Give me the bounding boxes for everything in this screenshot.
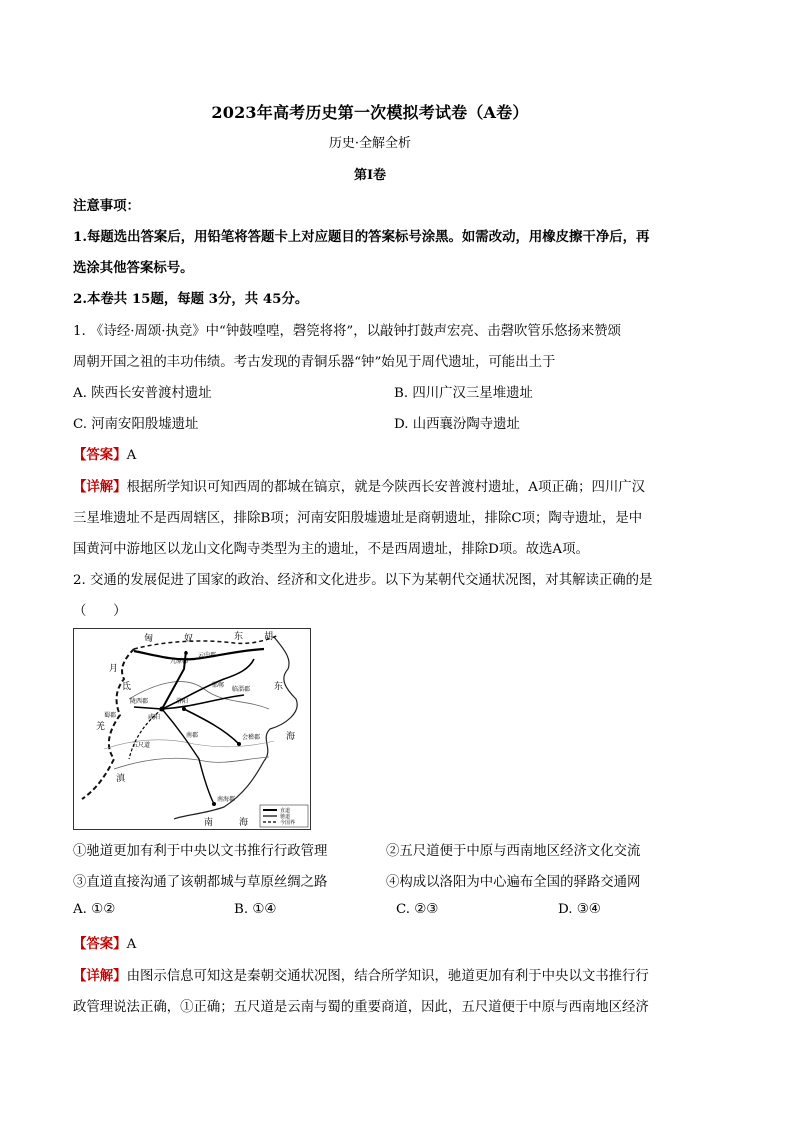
map-label-qiang: 羌 xyxy=(96,722,106,732)
q1-answer xyxy=(73,444,136,463)
map-graphic xyxy=(74,629,310,829)
q1-detail-line1 xyxy=(73,476,645,495)
q2-answer-label: 【答案】 xyxy=(73,936,127,952)
q2-detail-label: 【详解】 xyxy=(73,968,127,984)
map-label-xiongnu1: 匈 xyxy=(144,634,154,644)
qin-transport-map xyxy=(73,628,311,830)
q1-answer-label: 【答案】 xyxy=(73,447,127,463)
map-label-nanhai: 海 xyxy=(239,818,249,828)
map-label-kuaiji: 会稽郡 xyxy=(242,734,261,741)
map-label-xiongnu2: 奴 xyxy=(184,634,194,644)
q2-option-d: D. ③④ xyxy=(558,902,601,917)
map-label-wuchi: 五尺道 xyxy=(132,742,151,749)
map-label-hai: 海 xyxy=(286,732,296,742)
city-luoyang xyxy=(182,707,186,711)
q1-detail-text1: 根据所学知识可知西周的都城在镐京，就是今陕西长安普渡村遗址，A项正确；四川广汉 xyxy=(126,480,646,495)
map-label-di: 氐 xyxy=(122,682,132,692)
section-title: 第Ⅰ卷 xyxy=(353,168,387,183)
notes-item2: 2.本卷共 15题，每题 3分，共 45分。 xyxy=(73,291,309,307)
coastline xyxy=(174,637,297,819)
q2-detail-line2: 政管理说法正确，①正确；五尺道是云南与蜀的重要商道，因此，五尺道便于中原与西南地区经济 xyxy=(73,1000,649,1015)
border-line xyxy=(82,649,134,799)
q2-stem-line1: 2. 交通的发展促进了国家的政治、经济和文化进步。以下为某朝代交通状况图，对其解读正确的是 xyxy=(73,573,653,588)
q2-statement-4: ④构成以洛阳为中心遍布全国的驿路交通网 xyxy=(386,875,641,890)
q1-option-c: C. 河南安阳殷墟遗址 xyxy=(73,417,199,432)
road-west xyxy=(134,707,162,709)
page-title: 2023年高考历史第一次模拟考试卷（A卷） xyxy=(211,103,529,122)
map-label-nanhaijun: 南海郡 xyxy=(217,796,236,803)
chi-road-south xyxy=(162,709,214,804)
q2-detail-text1: 由图示信息可知这是秦朝交通状况图，结合所学知识，驰道更加有利于中央以文书推行行 xyxy=(126,969,649,984)
river-south xyxy=(114,757,269,769)
city-nanhai xyxy=(212,802,216,806)
q2-answer xyxy=(73,933,136,952)
q2-statement-1: ①驰道更加有利于中央以文书推行行政管理 xyxy=(73,844,328,859)
q2-option-a: A. ①② xyxy=(73,902,116,917)
q1-detail-label: 【详解】 xyxy=(73,479,127,495)
q1-option-d: D. 山西襄汾陶寺遗址 xyxy=(394,417,520,432)
northern-border xyxy=(134,635,279,649)
notes-item1-line2: 选涂其他答案标号。 xyxy=(73,260,194,276)
q1-option-a: A. 陕西长安普渡村遗址 xyxy=(73,386,212,401)
chi-road-east xyxy=(162,695,244,709)
map-label-chengdu: 蜀郡 xyxy=(104,712,117,719)
q1-stem-line2: 周朝开国之祖的丰功伟绩。考古发现的青铜乐器“钟”始见于周代遗址，可能出土于 xyxy=(73,355,556,370)
map-label-jiuyuan: 九原郡 xyxy=(170,658,189,665)
map-label-longxi: 陇西郡 xyxy=(130,698,149,705)
map-label-donghu1: 东 xyxy=(234,632,244,642)
q1-option-b: B. 四川广汉三星堆遗址 xyxy=(394,386,533,401)
map-label-yunzhong: 云中郡 xyxy=(198,652,217,659)
q2-statement-3: ③直道直接沟通了该朝都城与草原丝绸之路 xyxy=(73,875,328,890)
q1-detail-line3: 国黄河中游地区以龙山文化陶寺类型为主的遗址，不是西周遗址，排除D项。故选A项。 xyxy=(73,542,589,557)
q1-stem-line1: 1. 《诗经·周颂·执竞》中“钟鼓喤喤，磬筦将将”，以敲钟打鼓声宏亮、击磬吹管乐悠扬来赞颂 xyxy=(73,324,622,339)
q2-option-b: B. ①④ xyxy=(234,902,277,917)
map-legend xyxy=(260,805,308,827)
map-label-nan: 南 xyxy=(204,818,214,828)
q2-option-c: C. ②③ xyxy=(396,902,439,917)
map-label-donghu2: 胡 xyxy=(264,632,274,642)
legend-label-2: 今国界 xyxy=(280,820,296,826)
q2-detail-line1 xyxy=(73,965,649,984)
q1-detail-line2: 三星堆遗址不是西周辖区，排除B项；河南安阳殷墟遗址是商朝遗址，排除C项；陶寺遗址，是中 xyxy=(73,511,643,526)
q2-answer-value: A xyxy=(126,937,137,952)
city-kuaiji xyxy=(237,742,241,746)
q1-answer-value: A xyxy=(126,448,137,463)
legend-label-1: 驰道 xyxy=(280,814,291,820)
map-label-east: 东 xyxy=(274,682,284,692)
q2-statement-2: ②五尺道便于中原与西南地区经济文化交流 xyxy=(386,844,641,859)
q2-stem-line2: （ ） xyxy=(73,604,127,619)
page-subtitle: 历史·全解全析 xyxy=(328,136,412,151)
notes-item1-line1: 1.每题选出答案后，用铅笔将答题卡上对应题目的答案标号涂黑。如需改动，用橡皮擦干净后，再 xyxy=(73,229,650,245)
map-label-yue: 月 xyxy=(109,664,119,674)
map-label-nanjun: 南郡 xyxy=(186,732,199,739)
map-label-handan: 邯郸 xyxy=(212,682,225,689)
map-label-xianyang: 咸阳 xyxy=(148,714,161,721)
map-label-linzi: 临淄郡 xyxy=(232,686,251,693)
city-xianyang xyxy=(160,707,165,712)
legend-label-0: 直道 xyxy=(280,808,291,814)
city-jiuyuan xyxy=(184,651,188,655)
map-label-luoyang: 洛阳 xyxy=(176,698,189,705)
map-label-dian: 滇 xyxy=(116,774,126,784)
notes-heading: 注意事项： xyxy=(73,198,140,214)
